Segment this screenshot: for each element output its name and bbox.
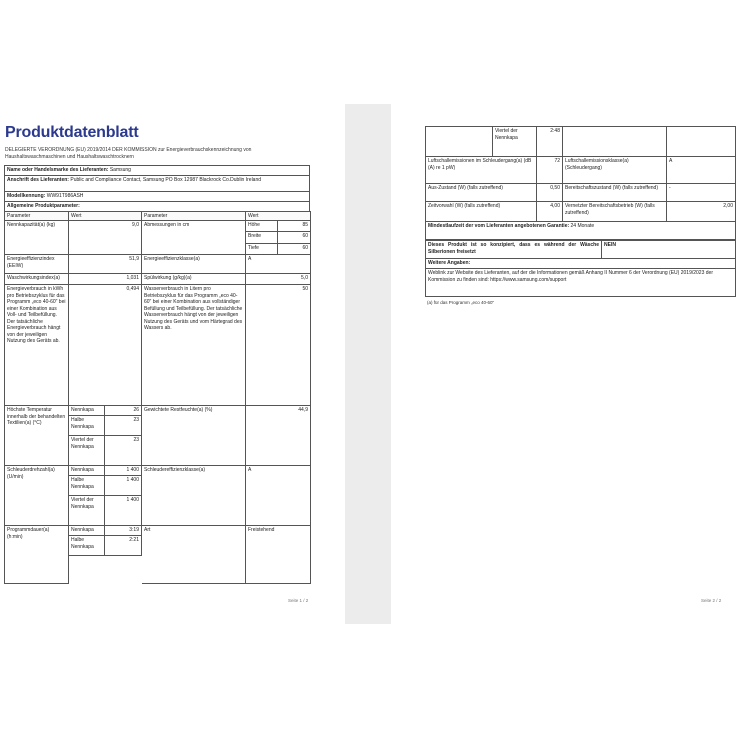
duration-half-value: 2:21 (105, 536, 142, 556)
page-title: Produktdatenblatt (5, 124, 139, 141)
col-header-value: Wert (69, 212, 142, 221)
wash-index-value: 1,031 (69, 274, 142, 285)
temp-quarter-value: 23 (105, 436, 142, 466)
model-row (4, 191, 310, 201)
spin-class-value: A (246, 466, 311, 526)
rinse-label: Spülwirkung (g/kg)(a) (142, 274, 246, 285)
delay-start-label: Zeitvorwahl (W) (falls zutreffend) (426, 202, 537, 222)
extra-info-table (425, 240, 736, 297)
datasheet-page-1 (0, 104, 345, 624)
regulation-intro: DELEGIERTE VERORDNUNG (EU) 2019/2014 DER KOMMISSION zur Energieverbrauchskennzeichnung von Haushaltswaschmaschinen und Haushaltswaschtrocknern (5, 147, 252, 160)
silver-ion-label: Dieses Produkt ist so konzipiert, dass es während der Wäsche Silberionen freisetzt (426, 241, 602, 259)
standby-value: - (667, 184, 736, 202)
temp-half-value: 23 (105, 416, 142, 436)
dim-height-value: 85 (278, 221, 311, 232)
footnote: (a) für das Programm „eco 40-60" (427, 300, 495, 305)
spin-half-value: 1 400 (105, 476, 142, 496)
water-label: Wasserverbrauch in Litern pro Betriebszyklus für das Programm „eco 40-60" bei einer Kombination aus vollständiger Befüllung und Teilbefüllung. Der tatsächliche Wasserverbrauch hängt von der jeweiligen Nutzung des Geräts und vom Härtegrad des Wassers ab. (142, 285, 246, 406)
standby-label: Bereitschaftszustand (W) (falls zutreffend) (563, 184, 667, 202)
quarter-value: 2:48 (537, 127, 563, 157)
moisture-label: Gewichtete Restfeuchte(a) (%) (142, 406, 246, 466)
dim-width-value: 60 (278, 232, 311, 244)
noise-label: Luftschallemissionen im Schleudergang(a) (dB (A) re 1 pW) (426, 157, 537, 184)
network-standby-label: Vernetzter Bereitschaftsbetrieb (W) (falls zutreffend) (563, 202, 667, 222)
type-cont-value (667, 127, 736, 157)
type-label: Art (142, 526, 246, 584)
page-footer: Seite 1 / 2 (288, 598, 309, 603)
warranty-row (426, 222, 736, 240)
page-gutter (345, 104, 391, 624)
page-footer-2: Seite 2 / 2 (701, 598, 722, 603)
duration-label: Programmdauer(a) (h:min) (5, 526, 69, 584)
temp-quarter-label: Viertel der Nennkapa (69, 436, 105, 466)
temperature-label: Höchste Temperatur innerhalb der behandelten Textilien(a) (°C) (5, 406, 69, 466)
parameter-table (4, 211, 311, 584)
further-info-label: Weitere Angaben: (426, 259, 736, 269)
datasheet-page-2 (391, 104, 736, 624)
supplier-address-label: Anschrift des Lieferanten: (7, 177, 69, 183)
supplier-address-value: Public and Compliance Contact, Samsung PO Box 12987 Blackrock Co.Dublin Ireland (70, 177, 262, 183)
spin-rated-label: Nennkapa (69, 466, 105, 476)
moisture-value: 44,9 (246, 406, 311, 466)
warranty-label: Mindestlaufzeit der vom Lieferanten angebotenen Garantie: (428, 223, 570, 229)
water-value: 50 (246, 285, 311, 406)
temp-rated-value: 26 (105, 406, 142, 416)
noise-value: 72 (537, 157, 563, 184)
model-label: Modellkennung: (7, 193, 46, 199)
spin-rated-value: 1 400 (105, 466, 142, 476)
type-cont-label (563, 127, 667, 157)
network-standby-value: 2,00 (667, 202, 736, 222)
duration-half-label: Halbe Nennkapa (69, 536, 105, 556)
capacity-value: 9,0 (69, 221, 142, 255)
supplier-address-row (4, 175, 310, 191)
silver-ion-value: NEIN (602, 241, 736, 259)
eei-class-label: Energieeffizienzklasse(a) (142, 255, 246, 274)
parameter-table-continued (425, 126, 736, 240)
energy-value: 0,494 (69, 285, 142, 406)
supplier-weblink[interactable]: Weblink zur Website des Lieferanten, auf der die Informationen gemäß Anhang II Nummer 6 der Verordnung (EU) 2019/2023 der Kommission zu finden sind: https://www.samsung.com/support (426, 269, 736, 297)
type-value: Freistehend (246, 526, 311, 584)
model-value: WW91T986ASH (46, 193, 84, 199)
general-params-row (4, 201, 310, 211)
supplier-name-value: Samsung (109, 167, 131, 173)
quarter-label: Viertel der Nennkapa (493, 127, 537, 157)
off-mode-value: 0,50 (537, 184, 563, 202)
spin-quarter-label: Viertel der Nennkapa (69, 496, 105, 526)
rinse-value: 5,0 (246, 274, 311, 285)
eei-class-value: A (246, 255, 311, 274)
noise-class-value: A (667, 157, 736, 184)
eei-label: Energieeffizienzindex (EEIW) (5, 255, 69, 274)
spin-speed-label: Schleuderdrehzahl(a) (U/min) (5, 466, 69, 526)
noise-class-label: Luftschallemissionsklasse(a) (Schleudergang) (563, 157, 667, 184)
duration-cont-label (426, 127, 493, 157)
duration-rated-label: Nennkapa (69, 526, 105, 536)
supplier-name-label: Name oder Handelsmarke des Lieferanten: (7, 167, 109, 173)
supplier-name-row (4, 165, 310, 175)
duration-rated-value: 3:19 (105, 526, 142, 536)
capacity-label: Nennkapazität(a) (kg) (5, 221, 69, 255)
dim-width-label: Breite (246, 232, 278, 244)
delay-start-value: 4,00 (537, 202, 563, 222)
col-header-parameter-2: Parameter (142, 212, 246, 221)
energy-label: Energieverbrauch in kWh pro Betriebszyklus für das Programm „eco 40-60" bei einer Kombination aus Voll- und Teilbefüllung. Der tatsächliche Energieverbrauch hängt von der jeweiligen Nutzung des Geräts ab. (5, 285, 69, 406)
spin-half-label: Halbe Nennkapa (69, 476, 105, 496)
spin-quarter-value: 1 400 (105, 496, 142, 526)
spin-class-label: Schleudereffizienzklasse(a) (142, 466, 246, 526)
wash-index-label: Waschwirkungsindex(a) (5, 274, 69, 285)
temp-half-label: Halbe Nennkapa (69, 416, 105, 436)
dim-depth-label: Tiefe (246, 244, 278, 255)
general-params-label: Allgemeine Produktparameter: (7, 203, 80, 209)
off-mode-label: Aus-Zustand (W) (falls zutreffend) (426, 184, 537, 202)
dim-depth-value: 60 (278, 244, 311, 255)
warranty-value: 24 Monate (570, 223, 595, 229)
temp-rated-label: Nennkapa (69, 406, 105, 416)
dimensions-label: Abmessungen in cm (142, 221, 246, 255)
col-header-parameter: Parameter (5, 212, 69, 221)
eei-value: 51,9 (69, 255, 142, 274)
dim-height-label: Höhe (246, 221, 278, 232)
col-header-value-2: Wert (246, 212, 311, 221)
